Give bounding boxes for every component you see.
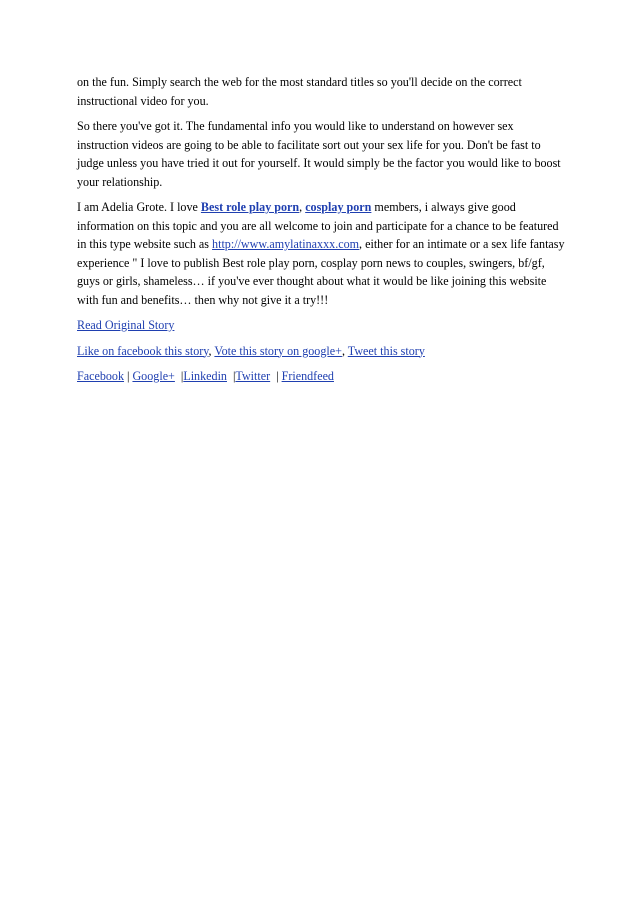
like-facebook-link[interactable]: Like on facebook this story	[77, 343, 209, 358]
social-separator: |	[127, 369, 130, 383]
document-body	[77, 73, 567, 393]
share-separator-1: ,	[208, 343, 215, 358]
paragraph-3-text-b: members, i always give good information on this topic and you are all welcome to join and participate for a chance to be featured in this type website such as	[77, 200, 559, 251]
google-plus-link[interactable]: Google+	[132, 369, 175, 383]
social-separator: |	[180, 369, 184, 383]
paragraph-2: So there you've got it. The fundamental info you would like to understand on however sex instruction videos are going to be able to facilitate sort out your sex life for you. Don't be fast to judge unless you have tried it out for yourself. It would simply be the factor you would like to boost your relationship.	[77, 119, 561, 189]
share-separator-2: ,	[341, 343, 348, 358]
facebook-link[interactable]: Facebook	[77, 369, 125, 383]
paragraph-1: on the fun. Simply search the web for the most standard titles so you'll decide on the correct instructional video for you.	[77, 75, 522, 108]
paragraph-3-comma: ,	[299, 200, 306, 214]
friendfeed-link[interactable]: Friendfeed	[281, 369, 334, 383]
paragraph-3	[77, 198, 567, 309]
link-best-role-play-porn[interactable]: Best role play porn	[200, 200, 300, 214]
paragraph-3-text-c: , either for an intimate or a sex life fantasy experience " I love to publish Best role play porn, cosplay porn news to couples, swingers, bf/gf, guys or girls, shameless… if you've ever thought about what it would be like joining this website with fun and benefits… then why not give it a try!!!	[77, 237, 565, 307]
read-original-story-link[interactable]: Read Original Story	[77, 318, 175, 332]
social-separator: |	[232, 369, 236, 383]
read-original-row	[77, 316, 567, 335]
twitter-link[interactable]: Twitter	[235, 369, 271, 383]
share-links-row	[77, 342, 567, 361]
link-cosplay-porn[interactable]: cosplay porn	[305, 200, 372, 214]
paragraph-3-text-a: I am Adelia Grote. I love	[77, 200, 201, 214]
tweet-story-link[interactable]: Tweet this story	[347, 343, 425, 358]
vote-google-link[interactable]: Vote this story on google+	[214, 343, 342, 358]
social-separator: |	[276, 369, 279, 383]
social-links-row	[77, 367, 567, 386]
link-website-url[interactable]: http://www.amylatinaxxx.com	[212, 237, 360, 251]
linkedin-link[interactable]: Linkedin	[183, 369, 227, 383]
